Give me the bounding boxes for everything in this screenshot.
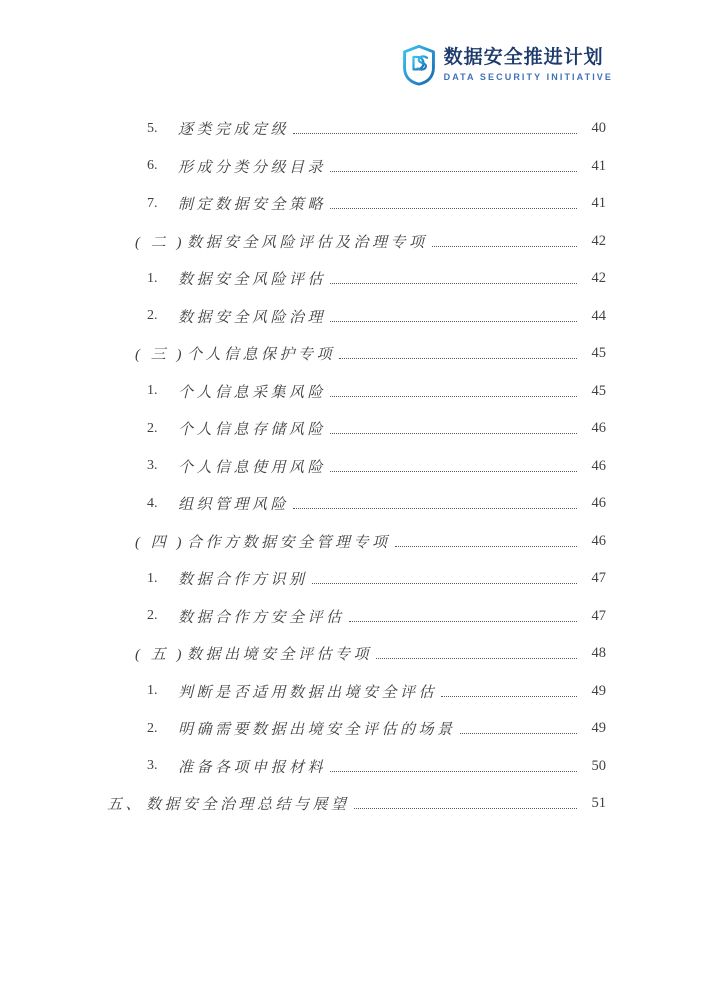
toc-dot-leader: [330, 208, 577, 209]
brand-subtitle-en: DATA SECURITY INITIATIVE: [443, 72, 613, 83]
toc-entry-number: 1.: [147, 270, 158, 286]
toc-entry[interactable]: [100, 223, 606, 261]
toc-entry[interactable]: [100, 710, 606, 748]
toc-page-number: 46: [591, 532, 606, 549]
toc-page-number: 49: [591, 682, 606, 699]
toc-entry[interactable]: [100, 373, 606, 411]
toc-dot-leader: [339, 358, 577, 359]
toc-dot-leader: [330, 396, 577, 397]
toc-entry-number: 2.: [147, 608, 158, 624]
toc-page-number: 42: [591, 270, 606, 287]
toc-entry[interactable]: [100, 635, 606, 673]
toc-entry-number: 3.: [147, 758, 158, 774]
toc-page-number: 46: [591, 420, 606, 437]
toc-entry-number: ( 四 ): [135, 534, 185, 551]
toc-entry-number: 6.: [147, 158, 158, 174]
toc-entry-number: 2.: [147, 720, 158, 736]
toc-entry-title: 数据合作方识别: [178, 572, 308, 589]
toc-entry[interactable]: [100, 148, 606, 186]
toc-dot-leader: [349, 621, 577, 622]
toc-entry-number: 5.: [147, 120, 158, 136]
toc-entry[interactable]: [100, 260, 606, 298]
toc-dot-leader: [376, 658, 577, 659]
toc-dot-leader: [293, 133, 577, 134]
toc-dot-leader: [330, 171, 577, 172]
toc-entry-number: ( 二 ): [135, 234, 185, 251]
toc-entry-title: 制定数据安全策略: [178, 197, 327, 214]
toc-entry-number: 1.: [147, 683, 158, 699]
toc-page-number: 47: [591, 570, 606, 587]
toc-entry-title: 组织管理风险: [178, 497, 290, 514]
toc-entry-title: 个人信息采集风险: [178, 384, 327, 401]
toc-entry-title: 明确需要数据出境安全评估的场景: [178, 722, 456, 739]
toc-page-number: 44: [591, 307, 606, 324]
toc-dot-leader: [395, 546, 577, 547]
toc-entry-title: 数据出境安全评估专项: [187, 647, 373, 664]
toc-entry[interactable]: [100, 598, 606, 636]
brand-title-zh: 数据安全推进计划: [443, 46, 604, 68]
toc-entry[interactable]: [100, 448, 606, 486]
toc-entry-number: 五、: [107, 797, 145, 814]
toc-entry-number: 4.: [147, 495, 158, 511]
toc-entry[interactable]: [100, 560, 606, 598]
toc-page-number: 41: [591, 157, 606, 174]
toc-entry[interactable]: [100, 410, 606, 448]
toc-entry[interactable]: [100, 673, 606, 711]
toc-entry-title: 个人信息存储风险: [178, 422, 327, 439]
brand-logo: [402, 43, 613, 87]
toc-entry-title: 逐类完成定级: [178, 122, 290, 139]
toc-entry-title: 准备各项申报材料: [178, 759, 327, 776]
toc-dot-leader: [432, 246, 577, 247]
toc-entry-number: 2.: [147, 308, 158, 324]
toc-entry[interactable]: [100, 523, 606, 561]
toc-dot-leader: [354, 808, 577, 809]
toc-page-number: 48: [591, 645, 606, 662]
toc-entry-title: 个人信息使用风险: [178, 459, 327, 476]
toc-page-number: 47: [591, 607, 606, 624]
toc-entry[interactable]: [100, 335, 606, 373]
toc-page-number: 49: [591, 720, 606, 737]
toc-entry-number: ( 五 ): [135, 647, 185, 664]
toc-page-number: 41: [591, 195, 606, 212]
toc-entry[interactable]: [100, 748, 606, 786]
toc-entry-number: 2.: [147, 420, 158, 436]
toc-entry-title: 数据安全治理总结与展望: [146, 797, 350, 814]
toc-page-number: 45: [591, 382, 606, 399]
toc-page-number: 45: [591, 345, 606, 362]
toc-entry-title: 数据合作方安全评估: [178, 609, 345, 626]
toc-entry-number: 1.: [147, 570, 158, 586]
toc-page-number: 46: [591, 457, 606, 474]
toc-dot-leader: [330, 321, 577, 322]
toc-page-number: 40: [591, 120, 606, 137]
toc-dot-leader: [330, 471, 577, 472]
toc-entry-title: 形成分类分级目录: [178, 159, 327, 176]
toc-dot-leader: [330, 283, 577, 284]
toc-entry-number: 3.: [147, 458, 158, 474]
toc-dot-leader: [330, 433, 577, 434]
toc-entry-title: 数据安全风险治理: [178, 309, 327, 326]
toc-entry[interactable]: [100, 185, 606, 223]
toc-entry-title: 合作方数据安全管理专项: [187, 534, 391, 551]
toc-dot-leader: [460, 733, 577, 734]
toc-entry-title: 数据安全风险评估及治理专项: [187, 234, 428, 251]
toc-page-number: 46: [591, 495, 606, 512]
toc-entry-number: ( 三 ): [135, 347, 185, 364]
toc-dot-leader: [312, 583, 577, 584]
toc-entry[interactable]: [100, 298, 606, 336]
toc-entry[interactable]: [100, 485, 606, 523]
toc-dot-leader: [330, 771, 577, 772]
toc-entry[interactable]: [100, 785, 606, 823]
toc-dot-leader: [293, 508, 577, 509]
toc-entry-number: 7.: [147, 195, 158, 211]
table-of-contents: [100, 110, 606, 823]
toc-dot-leader: [441, 696, 577, 697]
toc-entry-title: 个人信息保护专项: [187, 347, 336, 364]
shield-ds-monogram-icon: [402, 43, 436, 87]
toc-page-number: 50: [591, 757, 606, 774]
toc-entry-title: 判断是否适用数据出境安全评估: [178, 684, 438, 701]
toc-entry-title: 数据安全风险评估: [178, 272, 327, 289]
toc-page-number: 42: [591, 232, 606, 249]
toc-page-number: 51: [591, 795, 606, 812]
toc-entry-number: 1.: [147, 383, 158, 399]
toc-entry[interactable]: [100, 110, 606, 148]
